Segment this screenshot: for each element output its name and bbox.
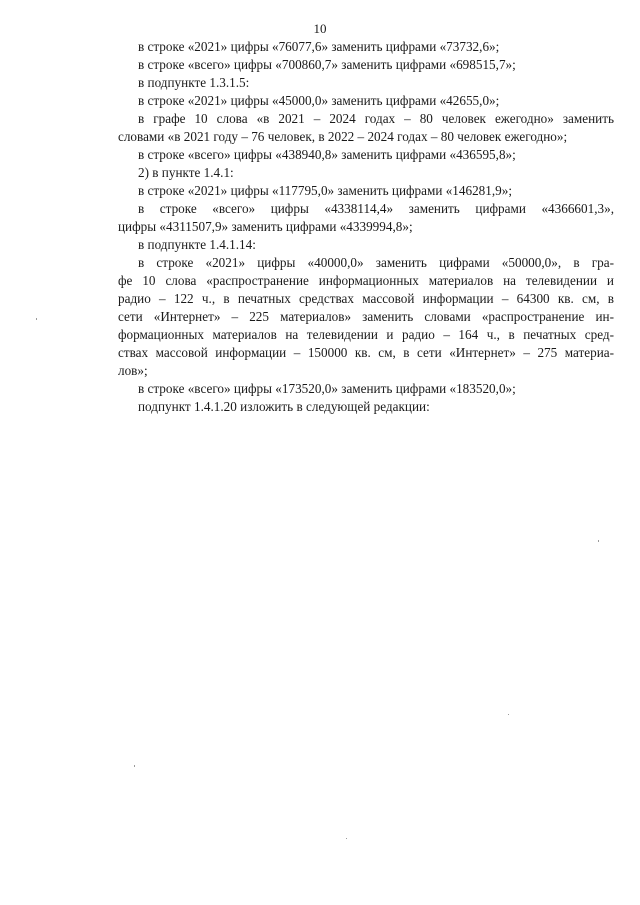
- text-line: в подпункте 1.3.1.5:: [138, 75, 250, 90]
- text-line: фе 10 слова «распространение информационных материалов на телевидении и: [118, 273, 614, 288]
- text-line: формационных материалов на телевидении и радио – 164 ч., в печатных сред-: [118, 327, 614, 342]
- text-line: в строке «2021» цифры «40000,0» заменить цифрами «50000,0», в гра-: [138, 255, 614, 270]
- text-line: в строке «всего» цифры «700860,7» заменить цифрами «698515,7»;: [138, 57, 516, 72]
- text-line: цифры «4311507,9» заменить цифрами «4339994,8»;: [118, 219, 413, 234]
- scan-speck: [134, 765, 135, 767]
- text-line: ствах массовой информации – 150000 кв. см, в сети «Интернет» – 275 материа-: [118, 345, 614, 360]
- text-line: в строке «2021» цифры «76077,6» заменить цифрами «73732,6»;: [138, 39, 500, 54]
- text-line: в строке «2021» цифры «45000,0» заменить цифрами «42655,0»;: [138, 93, 500, 108]
- text-line: подпункт 1.4.1.20 изложить в следующей редакции:: [138, 399, 430, 414]
- text-line: в строке «всего» цифры «438940,8» заменить цифрами «436595,8»;: [138, 147, 516, 162]
- text-line: в подпункте 1.4.1.14:: [138, 237, 256, 252]
- text-line: в графе 10 слова «в 2021 – 2024 годах – 80 человек ежегодно» заменить: [138, 111, 614, 126]
- text-line: 2) в пункте 1.4.1:: [138, 165, 234, 180]
- document-body: [118, 38, 614, 416]
- text-line: сети «Интернет» – 225 материалов» заменить словами «распространение ин-: [118, 309, 614, 324]
- text-line: словами «в 2021 году – 76 человек, в 2022 – 2024 годах – 80 человек ежегодно»;: [118, 129, 568, 144]
- text-line: в строке «всего» цифры «173520,0» заменить цифрами «183520,0»;: [138, 381, 516, 396]
- scan-speck: [36, 318, 37, 320]
- scan-speck: [346, 838, 347, 839]
- scan-speck: [598, 540, 599, 542]
- scan-speck: [508, 714, 509, 715]
- text-line: радио – 122 ч., в печатных средствах массовой информации – 64300 кв. см, в: [118, 291, 614, 306]
- text-line: лов»;: [118, 363, 148, 378]
- page-number: 10: [313, 21, 327, 36]
- text-line: в строке «всего» цифры «4338114,4» заменить цифрами «4366601,3»,: [138, 201, 614, 216]
- text-line: в строке «2021» цифры «117795,0» заменить цифрами «146281,9»;: [138, 183, 512, 198]
